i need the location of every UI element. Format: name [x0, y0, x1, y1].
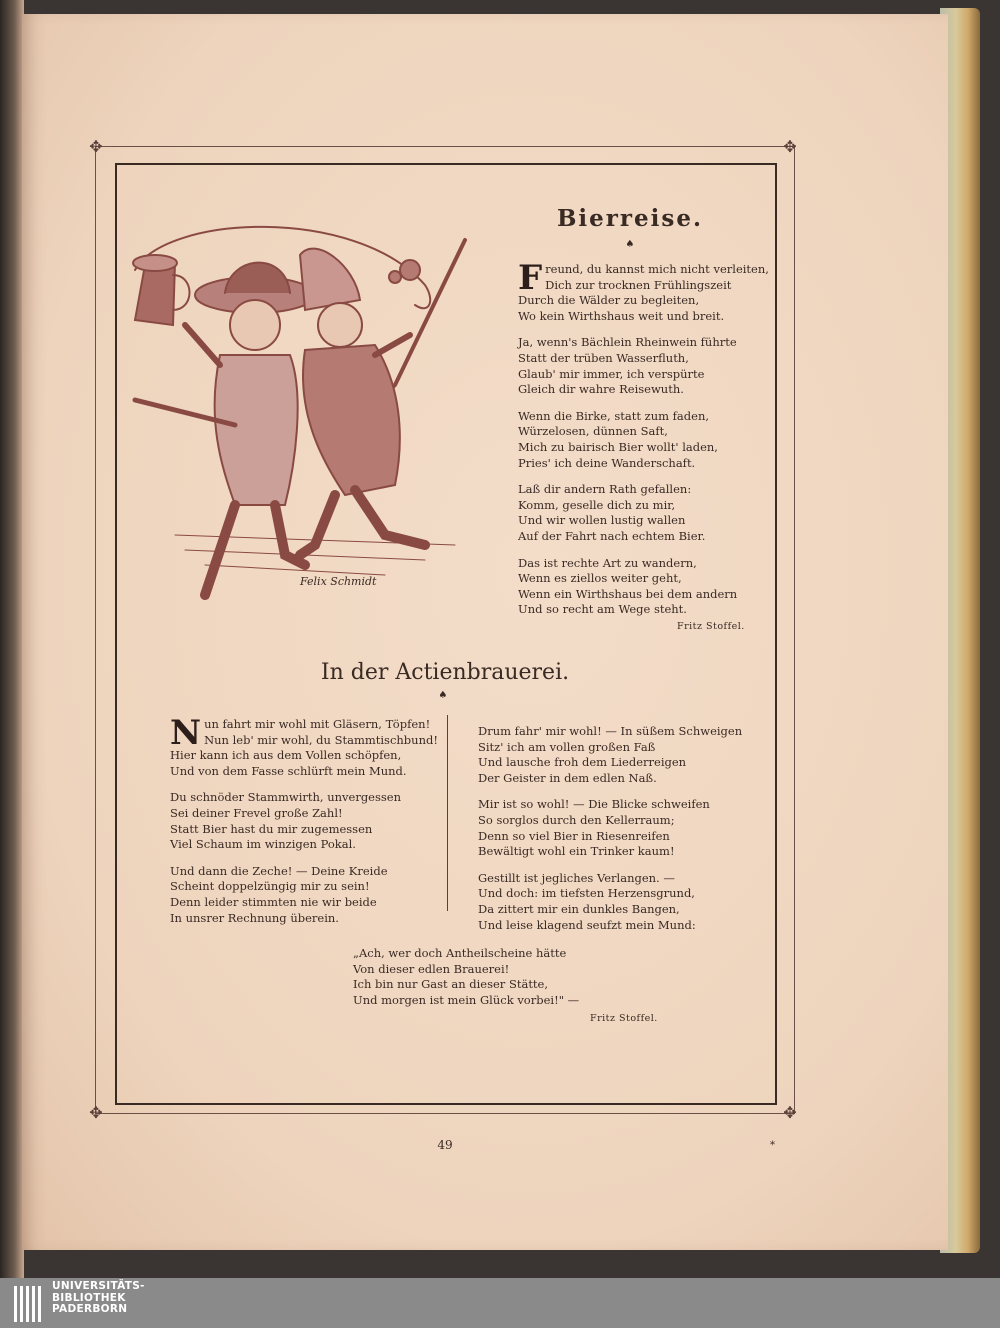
verse-line: Hier kann ich aus dem Vollen schöpfen, [170, 748, 402, 763]
verse-line: Nun leb' mir wohl, du Stammtischbund! [204, 732, 438, 747]
verse-line: Statt Bier hast du mir zugemessen [170, 821, 373, 836]
corner-ornament-icon: ✥ [783, 137, 797, 156]
verse-line: In unsrer Rechnung überein. [170, 910, 339, 925]
verse-line: „Ach, wer doch Antheilscheine hätte [353, 946, 567, 960]
page-number: 49 [437, 1138, 453, 1152]
stanza [518, 335, 769, 397]
verse-line: Freund, du kannst mich nicht verleiten, [518, 258, 769, 298]
verse-line: Und dann die Zeche! — Deine Kreide [170, 863, 388, 878]
poem-left-column [170, 713, 438, 937]
verse-line: Drum fahr' mir wohl! — In süßem Schweigen [478, 724, 743, 738]
verse-line: Gestillt ist jegliches Verlangen. — [478, 870, 675, 885]
verse-line: Du schnöder Stammwirth, unvergessen [170, 790, 401, 805]
verse-line: Der Geister in dem edlen Naß. [478, 770, 657, 785]
poem-bierreise [518, 258, 769, 629]
verse-line: Mir ist so wohl! — Die Blicke schweifen [478, 797, 710, 812]
verse-line: Statt der trüben Wasserfluth, [518, 350, 689, 365]
verse-line: Und doch: im tiefsten Herzensgrund, [478, 886, 695, 901]
verse-line: Da zittert mir ein dunkles Bangen, [478, 901, 680, 916]
stanza [170, 864, 430, 926]
verse-line: Durch die Wälder zu begleiten, [518, 293, 700, 308]
verse-line: Und wir wollen lustig wallen [518, 513, 686, 528]
verse-line: Würzelosen, dünnen Saft, [518, 424, 668, 439]
stanza [353, 946, 579, 1008]
verse-line: Bewältigt wohl ein Trinker kaum! [478, 844, 675, 859]
stanza [518, 482, 769, 544]
stanza [170, 713, 438, 779]
poem-author: Fritz Stoffel. [677, 621, 745, 632]
illustration-drinkers [125, 225, 495, 605]
verse-line: Mich zu bairisch Bier wollt' laden, [518, 439, 718, 454]
verse-line: Denn so viel Bier in Riesenreifen [478, 828, 670, 843]
verse-line: Scheint doppelzüngig mir zu sein! [170, 879, 370, 894]
verse-line: Gleich dir wahre Reisewuth. [518, 382, 684, 397]
stanza [518, 258, 769, 324]
verse-line: Denn leider stimmten nie wir beide [170, 894, 377, 909]
logo-line: BIBLIOTHEK [52, 1291, 126, 1304]
artist-signature: Felix Schmidt [300, 575, 377, 588]
verse-line: Wenn ein Wirthshaus bei dem andern [518, 586, 738, 601]
logo-line: PADERBORN [52, 1303, 128, 1315]
stanza [478, 724, 742, 786]
poem-closing-stanza [353, 946, 579, 1019]
signature-mark: * [770, 1140, 775, 1151]
stanza [518, 409, 769, 471]
column-divider [447, 715, 448, 911]
poem-right-column [478, 724, 742, 944]
verse-line: Nun fahrt mir wohl mit Gläsern, Töpfen! [170, 713, 431, 753]
title-ornament-icon: ♠ [625, 239, 635, 250]
verse-line: Und lausche froh dem Liederreigen [478, 755, 687, 770]
verse-line: Pries' ich deine Wanderschaft. [518, 455, 696, 470]
verse-line: Und leise klagend seufzt mein Mund: [478, 917, 696, 932]
drop-cap: F [518, 258, 543, 298]
stanza [518, 556, 769, 618]
library-logo-text [52, 1281, 145, 1316]
verse-line: Ich bin nur Gast an dieser Stätte, [353, 977, 549, 992]
verse-line: Und so recht am Wege steht. [518, 602, 687, 617]
logo-line: UNIVERSITÄTS- [52, 1280, 145, 1292]
verse-line: Und morgen ist mein Glück vorbei!" — [353, 992, 580, 1007]
verse-line: Von dieser edlen Brauerei! [353, 961, 510, 976]
corner-ornament-icon: ✥ [89, 1103, 103, 1122]
library-logo-icon [14, 1284, 46, 1324]
poem-author: Fritz Stoffel. [590, 1013, 658, 1024]
verse-line: Komm, geselle dich zu mir, [518, 497, 676, 512]
verse-line: Dich zur trocknen Frühlingszeit [545, 277, 732, 292]
corner-ornament-icon: ✥ [783, 1103, 797, 1122]
book-spine [0, 0, 24, 1278]
drop-cap: N [170, 713, 202, 753]
footer-bar [0, 1278, 1000, 1328]
title-ornament-icon: ♠ [438, 690, 448, 701]
verse-line: Wo kein Wirthshaus weit und breit. [518, 308, 725, 323]
verse-line: Ja, wenn's Bächlein Rheinwein führte [518, 335, 737, 350]
verse-line: Sei deiner Frevel große Zahl! [170, 805, 343, 820]
stanza [170, 790, 430, 852]
verse-line: Laß dir andern Rath gefallen: [518, 482, 692, 497]
verse-line: Glaub' mir immer, ich verspürte [518, 366, 705, 381]
poem-title: Bierreise. [556, 205, 703, 232]
verse-line: Wenn es ziellos weiter geht, [518, 571, 682, 586]
verse-line: Viel Schaum im winzigen Pokal. [170, 837, 356, 852]
corner-ornament-icon: ✥ [89, 137, 103, 156]
verse-line: So sorglos durch den Kellerraum; [478, 812, 675, 827]
stanza [478, 871, 742, 933]
stanza [478, 797, 742, 859]
verse-line: Das ist rechte Art zu wandern, [518, 555, 697, 570]
verse-line: Sitz' ich am vollen großen Faß [478, 739, 656, 754]
verse-line: Und von dem Fasse schlürft mein Mund. [170, 763, 407, 778]
poem-title: In der Actienbrauerei. [320, 660, 570, 685]
verse-line: Wenn die Birke, statt zum faden, [518, 408, 710, 423]
verse-line: Auf der Fahrt nach echtem Bier. [518, 528, 706, 543]
